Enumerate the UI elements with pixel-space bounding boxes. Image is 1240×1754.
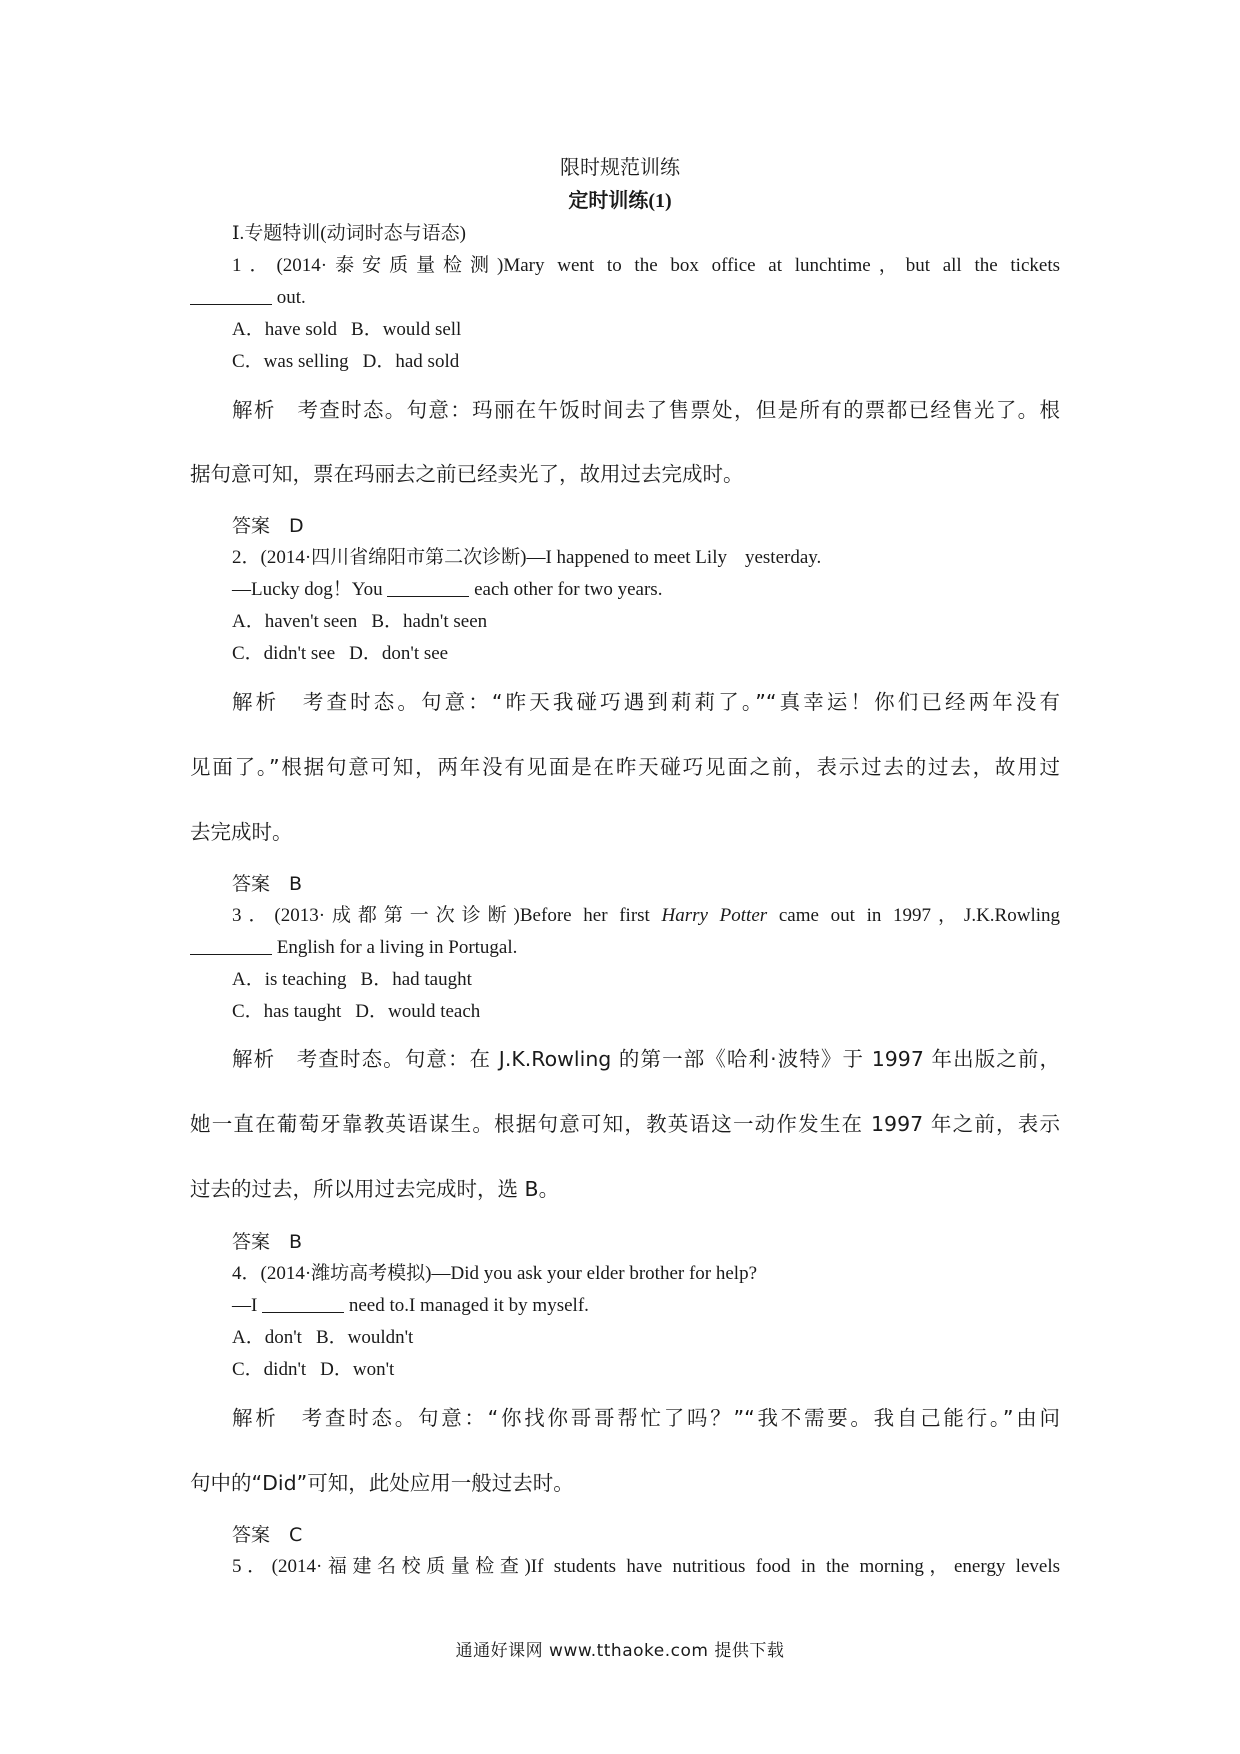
q1-analysis-line2: 据句意可知，票在玛丽去之前已经卖光了，故用过去完成时。 — [190, 462, 744, 486]
q2-option-b: B．hadn't seen — [371, 611, 488, 632]
q2-stem-head: 2．(2014·四川省绵阳市第二次诊断)—I happened to meet Lily — [232, 547, 727, 568]
q3-answer: 答案 B — [232, 1231, 303, 1253]
page-footer: 通通好课网 www.tthaoke.com 提供下载 — [455, 1641, 785, 1661]
q3-analysis-line3: 过去的过去，所以用过去完成时，选 B。 — [190, 1177, 560, 1201]
q1-answer: 答案 D — [232, 515, 304, 537]
q3-stem-head: 3．(2013·成都第一次诊断)Before her first — [232, 905, 662, 926]
q3-analysis-line2: 她一直在葡萄牙靠教英语谋生。根据句意可知，教英语这一动作发生在 1997 年之前，表示 — [190, 1112, 1060, 1136]
q2-option-a: A．haven't seen — [232, 611, 358, 632]
q3-blank — [190, 936, 272, 955]
q1-stem-line2 — [190, 286, 306, 310]
q2-stem-tail: yesterday. — [744, 547, 822, 568]
q2-stem-lead: —Lucky dog！You — [232, 579, 388, 600]
q3-book-title: Harry Potter — [661, 905, 768, 926]
q3-options-ab — [232, 968, 472, 992]
q2-option-c: C．didn't see — [232, 643, 336, 664]
q3-option-c: C．has taught — [232, 1001, 342, 1022]
q3-option-b: B．had taught — [360, 969, 472, 990]
q1-option-b: B．would sell — [351, 319, 462, 340]
q4-stem-line2 — [232, 1294, 589, 1318]
section-heading: Ⅰ.专题特训(动词时态与语态) — [232, 223, 466, 244]
q4-stem-lead: —I — [232, 1295, 263, 1316]
q2-analysis-line1: 解析 考查时态。句意：“昨天我碰巧遇到莉莉了。”“真幸运！你们已经两年没有 — [232, 690, 1060, 714]
q2-stem-tail2: each other for two years. — [469, 579, 663, 600]
q4-option-b: B．wouldn't — [315, 1327, 414, 1348]
q3-option-d: D．would teach — [355, 1001, 481, 1022]
q1-option-a: A．have sold — [232, 319, 338, 340]
q2-options-ab — [232, 610, 487, 634]
q1-option-d: D．had sold — [362, 351, 460, 372]
q4-stem-line1: 4．(2014·潍坊高考模拟)—Did you ask your elder brother for help? — [232, 1263, 758, 1284]
q4-analysis-line2: 句中的“Did”可知，此处应用一般过去时。 — [190, 1471, 574, 1495]
q2-stem-line2 — [232, 578, 662, 602]
q3-options-cd — [232, 1000, 480, 1024]
q4-analysis-line1: 解析 考查时态。句意：“你找你哥哥帮忙了吗？”“我不需要。我自己能行。”由问 — [232, 1406, 1060, 1430]
q4-option-a: A．don't — [232, 1327, 302, 1348]
q4-option-d: D．won't — [320, 1359, 395, 1380]
q3-analysis-line1: 解析 考查时态。句意：在 J.K.Rowling 的第一部《哈利·波特》于 1997 年出版之前， — [232, 1047, 1060, 1071]
q3-stem-line2 — [190, 936, 517, 960]
q1-stem-line1: 1．(2014·泰安质量检测)Mary went to the box office at lunchtime，but all the tickets — [232, 255, 1060, 276]
q5-stem-line1: 5．(2014·福建名校质量检查)If students have nutritious food in the morning，energy levels — [232, 1556, 1060, 1577]
page-title: 限时规范训练 — [560, 157, 680, 179]
q1-option-c: C．was selling — [232, 351, 349, 372]
q4-options-ab — [232, 1326, 413, 1350]
q1-stem-tail: out. — [272, 287, 306, 308]
q3-option-a: A．is teaching — [232, 969, 347, 990]
q3-stem-line1 — [232, 904, 1060, 928]
q1-options-ab — [232, 318, 461, 342]
q2-blank — [387, 578, 469, 597]
q4-blank — [262, 1294, 344, 1313]
q2-stem-line1 — [232, 546, 821, 570]
q2-analysis-line3: 去完成时。 — [190, 820, 293, 844]
q1-analysis-line1: 解析 考查时态。句意：玛丽在午饭时间去了售票处，但是所有的票都已经售光了。根 — [232, 398, 1060, 422]
q2-analysis-line2: 见面了。”根据句意可知，两年没有见面是在昨天碰巧见面之前，表示过去的过去，故用过 — [190, 755, 1060, 779]
q2-answer: 答案 B — [232, 873, 303, 895]
q2-option-d: D．don't see — [349, 643, 449, 664]
q2-options-cd — [232, 642, 448, 666]
q4-option-c: C．didn't — [232, 1359, 307, 1380]
page-subtitle: 定时训练(1) — [568, 190, 672, 212]
q4-options-cd — [232, 1358, 394, 1382]
q1-blank — [190, 286, 272, 305]
q4-stem-tail: need to.I managed it by myself. — [344, 1295, 589, 1316]
q3-stem-tail: came out in 1997，J.K.Rowling — [767, 905, 1061, 926]
q1-options-cd — [232, 350, 459, 374]
q4-answer: 答案 C — [232, 1524, 303, 1546]
q3-stem-line2-text: English for a living in Portugal. — [272, 937, 518, 958]
